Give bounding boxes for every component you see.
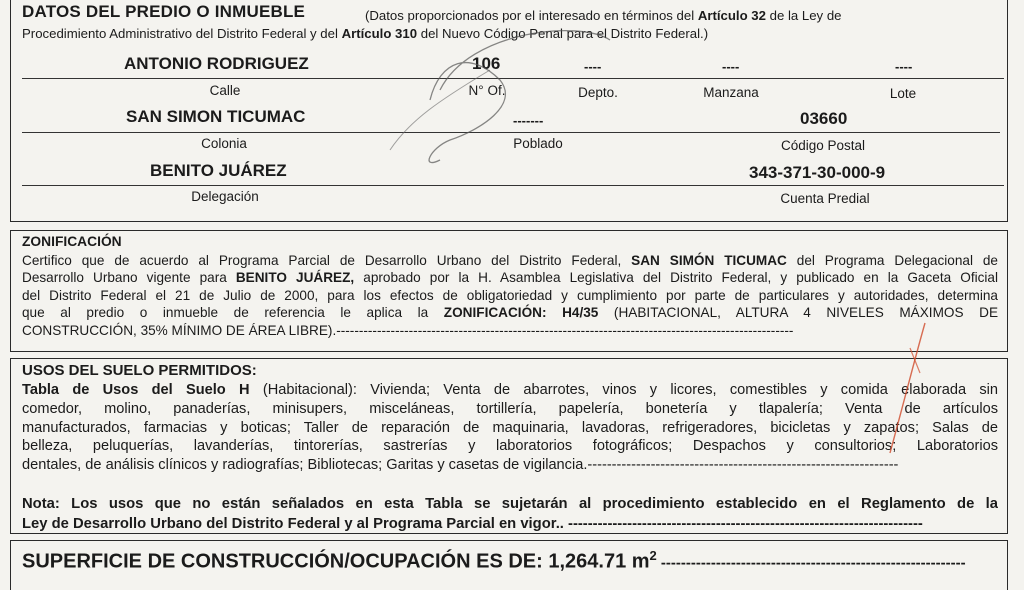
delegacion-value: BENITO JUÁREZ bbox=[150, 161, 287, 180]
lote-value: ---- bbox=[895, 59, 913, 74]
nota-paragraph bbox=[22, 494, 998, 534]
zonificacion-line-2: Desarrollo Urbano vigente para BENITO JUÁREZ, aprobado por la H. Asamblea Legislativa del Distrito Federal, y publicado en la Gaceta Oficial bbox=[22, 270, 998, 286]
datos-predio-intro-line2: Procedimiento Administrativo del Distrito Federal y del Artículo 310 del Nuevo Código Penal para el Distrito Federal.) bbox=[22, 26, 709, 41]
colonia-label: Colonia bbox=[201, 136, 247, 151]
manzana-value: ---- bbox=[722, 59, 740, 74]
colonia-value: SAN SIMON TICUMAC bbox=[126, 107, 306, 126]
usos-line-1: Tabla de Usos del Suelo H (Habitacional): Vivienda; Venta de abarrotes, vinos y licores, comestibles y comida elaborada sin bbox=[22, 382, 998, 398]
lote-label: Lote bbox=[889, 86, 917, 101]
zonificacion-line-4: que al predio o inmueble de referencia le aplica la ZONIFICACIÓN: H4/35 (HABITACIONAL, ALTURA 4 NIVELES MÁXIMOS DE bbox=[22, 305, 998, 321]
depto-value: ---- bbox=[584, 59, 602, 74]
cuenta-predial-label: Cuenta Predial bbox=[780, 191, 870, 206]
poblado-label: Poblado bbox=[513, 136, 563, 151]
zonificacion-paragraph bbox=[22, 252, 998, 339]
datos-predio-intro-line1: (Datos proporcionados por el interesado en términos del Artículo 32 de la Ley de bbox=[365, 8, 842, 23]
nota-line-2: Ley de Desarrollo Urbano del Distrito Federal y al Programa Parcial en vigor.. ------------------------------------------------------------------------ bbox=[22, 516, 923, 532]
poblado-value: ------- bbox=[513, 113, 544, 128]
zonificacion-line-3: del Distrito Federal el 21 de Julio de 2000, para los efectos de obligatoriedad y cumplimiento por parte de particulares y autoridades, determina bbox=[22, 287, 998, 303]
no-of-value: 106 bbox=[472, 54, 501, 73]
row3-line bbox=[22, 185, 1004, 186]
usos-suelo-title: USOS DEL SUELO PERMITIDOS: bbox=[22, 362, 257, 379]
codigo-postal-label: Código Postal bbox=[780, 138, 866, 153]
manzana-label: Manzana bbox=[703, 85, 759, 100]
codigo-postal-value: 03660 bbox=[800, 109, 848, 128]
zonificacion-title: ZONIFICACIÓN bbox=[22, 234, 122, 249]
zonificacion-line-5: CONSTRUCCIÓN, 35% MÍNIMO DE ÁREA LIBRE).----------------------------------------------------------------------------------------------------- bbox=[22, 322, 794, 338]
row1-line bbox=[22, 78, 1004, 79]
zonificacion-line-1: Certifico que de acuerdo al Programa Parcial de Desarrollo Urbano del Distrito Federal, SAN SIMÓN TICUMAC del Programa Delegacional de bbox=[22, 253, 998, 268]
cuenta-predial-value: 343-371-30-000-9 bbox=[749, 163, 886, 182]
usos-line-2: comedor, molino, panaderías, minisupers, misceláneas, tortillería, papelería, bonetería y tlapalería; Venta de artículos bbox=[22, 400, 998, 417]
nota-line-1: Nota: Los usos que no están señalados en esta Tabla se sujetarán al procedimiento establecido en el Reglamento de la bbox=[22, 496, 998, 512]
calle-label: Calle bbox=[209, 83, 241, 98]
depto-label: Depto. bbox=[578, 85, 618, 100]
delegacion-label: Delegación bbox=[191, 189, 259, 204]
datos-predio-title: DATOS DEL PREDIO O INMUEBLE bbox=[22, 2, 306, 21]
superficie-text: SUPERFICIE DE CONSTRUCCIÓN/OCUPACIÓN ES DE: 1,264.71 $m^2$ ------------------------------------------------------------- bbox=[22, 548, 966, 573]
calle-value: ANTONIO RODRIGUEZ bbox=[124, 54, 309, 73]
no-of-label: N° Of. bbox=[468, 83, 506, 98]
usos-suelo-paragraph bbox=[22, 381, 998, 475]
usos-line-3: manufacturados, farmacias y boticas; Taller de reparación de maquinaria, lavadoras, refrigeradores, bicicletas y zapatos; Salas de bbox=[22, 419, 998, 436]
usos-line-4: belleza, peluquerías, lavanderías, tintorerías, sastrerías y laboratorios fotográficos; Despachos y consultorios; Laboratorios bbox=[22, 438, 998, 455]
usos-line-5: dentales, de análisis clínicos y radiografías; Bibliotecas; Garitas y casetas de vigilancia.---------------------------------------------------------------- bbox=[22, 457, 899, 474]
row2-line bbox=[22, 132, 1000, 133]
